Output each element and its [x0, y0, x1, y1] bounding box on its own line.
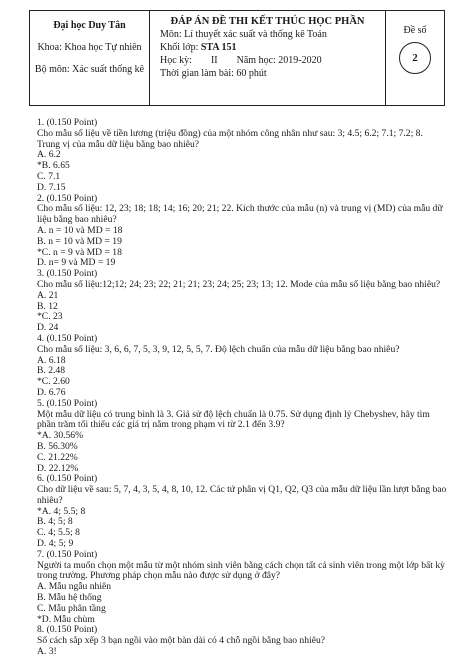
- exam-number-circle: [399, 42, 431, 74]
- question-number: 6. (0.150 Point): [37, 473, 98, 485]
- institution-block: [30, 11, 150, 105]
- exam-title: ĐÁP ÁN ĐỀ THI KẾT THÚC HỌC PHẦN: [170, 16, 365, 27]
- question-number: 5. (0.150 Point): [37, 397, 98, 409]
- question-list: [37, 118, 447, 658]
- exam-number: 2: [412, 52, 418, 64]
- question-item: [37, 625, 447, 657]
- question-item: [37, 550, 447, 626]
- year-label: Năm học:: [236, 55, 276, 66]
- answer-option: C. 21.22%: [37, 451, 78, 463]
- answer-option: A. 6.2: [37, 149, 61, 161]
- answer-option: *D. Mẫu chùm: [37, 613, 95, 625]
- question-number: 4. (0.150 Point): [37, 332, 98, 344]
- semester-value: II: [210, 55, 218, 66]
- answer-option: *C. 2.60: [37, 376, 70, 388]
- answer-option: *A. 30.56%: [37, 430, 84, 442]
- question-text: Cho dữ liệu về sau: 5, 7, 4, 3, 5, 4, 8, 10, 12. Các tứ phân vị Q1, Q2, Q3 của mẫu dữ liệu lần lượt bằng bao nhiêu?: [37, 484, 447, 506]
- question-item: [37, 399, 447, 475]
- question-text: Cho mẫu số liệu về tiền lương (triệu đồng) của một nhóm công nhân như sau: 3; 4.5; 6.2; 7.1; 7.2; 8. Trung vị của mẫu dữ liệu bằng bao nhiêu?: [37, 127, 423, 150]
- class-line: [160, 41, 385, 54]
- question-number: 8. (0.150 Point): [37, 624, 98, 636]
- answer-option: D. 24: [37, 322, 59, 334]
- question-text: Một mẫu dữ liệu có trung bình là 3. Giả sử độ lệch chuẩn là 0.75. Sử dụng định lý Chebyshev, hãy tìm phần trăm tối thiểu các giá trị nằm trong phạm vi từ 2.1 đến 3.9?: [37, 408, 430, 431]
- faculty-name: Khoa: Khoa học Tự nhiên: [37, 42, 142, 53]
- answer-option: B. 2.48: [37, 365, 65, 377]
- question-text: Cho mẫu số liệu:12;12; 24; 23; 22; 21; 21; 23; 24; 25; 23; 13; 12. Mode của mẫu số liệu bằng bao nhiêu?: [37, 278, 441, 290]
- answer-option: A. 21: [37, 289, 59, 301]
- answer-option: *A. 4; 5.5; 8: [37, 505, 86, 517]
- question-number: 7. (0.150 Point): [37, 548, 98, 560]
- answer-option: B. 4; 5; 8: [37, 516, 73, 528]
- question-text: Số cách sắp xếp 3 bạn ngồi vào một bàn dài có 4 chỗ ngồi bằng bao nhiêu?: [37, 635, 326, 647]
- answer-option: B. 56.30%: [37, 440, 78, 452]
- answer-option: B. Mẫu hệ thống: [37, 592, 102, 604]
- answer-option: C. Mẫu phân tầng: [37, 602, 106, 614]
- question-number: 2. (0.150 Point): [37, 192, 98, 204]
- answer-option: B. 12: [37, 300, 58, 312]
- class-code: STA 151: [200, 42, 237, 53]
- question-item: [37, 334, 447, 399]
- question-item: [37, 194, 447, 270]
- answer-option: B. n = 10 và MD = 19: [37, 235, 122, 247]
- department-name: Bộ môn: Xác suất thống kê: [34, 64, 145, 75]
- answer-option: *B. 6.65: [37, 160, 70, 172]
- semester-label: Học kỳ:: [160, 55, 192, 66]
- exam-info-block: [150, 11, 386, 105]
- exam-number-block: [386, 11, 444, 105]
- subject-line: Môn: Lí thuyết xác suất và thống kê Toán: [160, 29, 327, 40]
- question-text: Cho mẫu số liệu: 3, 6, 6, 7, 5, 3, 9, 12, 5, 5, 7. Độ lệch chuẩn của mẫu dữ liệu bằng bao nhiêu?: [37, 343, 400, 355]
- answer-option: C. 7.1: [37, 170, 61, 182]
- answer-option: D. 7.15: [37, 181, 66, 193]
- answer-option: *C. n = 9 và MD = 18: [37, 246, 122, 258]
- answer-option: D. 22.12%: [37, 462, 79, 474]
- answer-option: *C. 23: [37, 311, 63, 323]
- answer-option: A. 6.18: [37, 354, 66, 366]
- answer-option: A. n = 10 và MD = 18: [37, 224, 123, 236]
- answer-option: A. 3!: [37, 646, 57, 658]
- exam-number-label: Đề số: [403, 25, 427, 36]
- university-name: Đại học Duy Tân: [53, 20, 126, 31]
- answer-option: C. 4; 5.5; 8: [37, 527, 80, 539]
- answer-option: D. 4; 5; 9: [37, 538, 74, 550]
- question-text: Cho mẫu số liệu: 12, 23; 18; 18; 14; 16; 20; 21; 22. Kích thước của mẫu (n) và trung vị (MD) của mẫu dữ liệu bằng bao nhiêu?: [37, 203, 443, 226]
- question-item: [37, 269, 447, 334]
- answer-option: D. n= 9 và MD = 19: [37, 257, 116, 269]
- question-item: [37, 118, 447, 194]
- question-number: 3. (0.150 Point): [37, 268, 98, 280]
- question-item: [37, 474, 447, 550]
- question-text: Người ta muốn chọn một mẫu từ một nhóm sinh viên bằng cách chọn tất cả sinh viên trong một lớp bất kỳ trong trường. Phương pháp chọn mẫu nào được sử dụng ở đây?: [37, 559, 445, 582]
- question-number: 1. (0.150 Point): [37, 117, 98, 128]
- semester-line: [160, 54, 385, 67]
- answer-option: D. 6.76: [37, 386, 66, 398]
- exam-header: [29, 10, 445, 106]
- duration-line: Thời gian làm bài: 60 phút: [160, 68, 267, 79]
- year-value: 2019-2020: [278, 55, 322, 66]
- answer-option: A. Mẫu ngẫu nhiên: [37, 581, 112, 593]
- class-label: Khối lớp:: [160, 42, 199, 53]
